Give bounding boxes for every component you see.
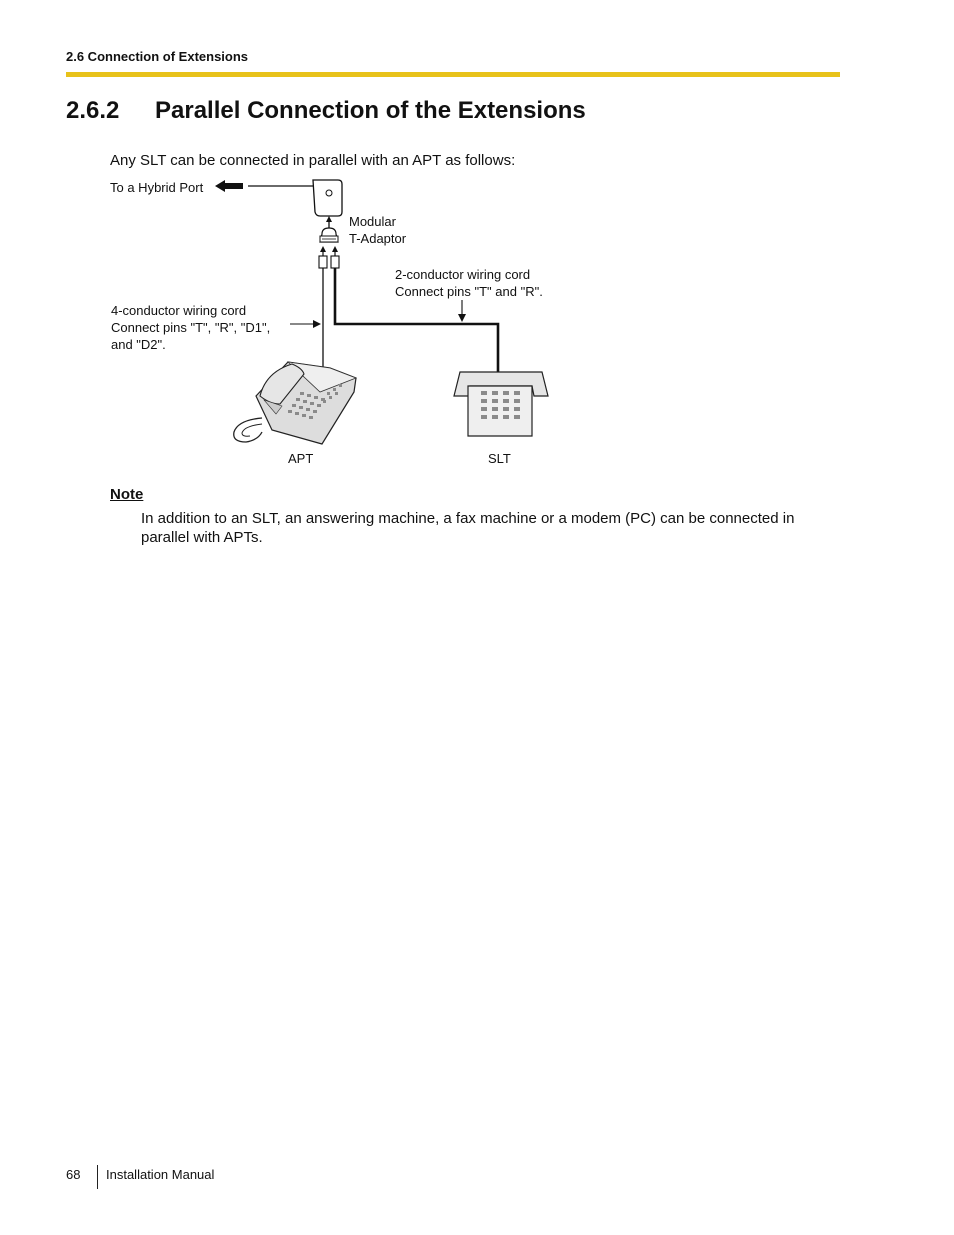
two-conductor-callout-arrow-icon: [458, 300, 466, 322]
cord-plugs-icon: [319, 256, 339, 268]
four-conductor-label-line1: 4-conductor wiring cord: [111, 303, 247, 318]
footer-page-number: 68: [66, 1167, 81, 1182]
note-body: In addition to an SLT, an answering machine, a fax machine or a modem (PC) can be connected in parallel with APTs.: [141, 510, 795, 546]
footer-divider: [97, 1165, 98, 1189]
adaptor-label-line2: T-Adaptor: [349, 231, 407, 246]
section-header: 2.6 Connection of Extensions: [66, 49, 249, 64]
slt-label: SLT: [488, 451, 511, 466]
t-adaptor-icon: [320, 228, 338, 242]
apt-label: APT: [288, 451, 314, 466]
plug-arrow-icon: [326, 216, 332, 228]
slt-phone-icon: [454, 372, 548, 436]
note-heading: Note: [110, 486, 144, 503]
four-conductor-label-line2: Connect pins "T", "R", "D1",: [111, 320, 271, 335]
section-number: 2.6.2: [66, 97, 120, 124]
hybrid-port-label: To a Hybrid Port: [110, 180, 204, 195]
wall-jack-icon: [313, 180, 342, 216]
hybrid-port-arrow-icon: [215, 180, 243, 192]
adaptor-label-line1: Modular: [349, 214, 396, 229]
two-conductor-label-line2: Connect pins "T" and "R".: [395, 284, 543, 299]
connection-diagram: [0, 0, 954, 480]
adaptor-input-arrows-icon: [320, 246, 338, 256]
section-title-text: Parallel Connection of the Extensions: [155, 97, 586, 124]
apt-phone-icon: [234, 362, 356, 444]
four-conductor-callout-arrow-icon: [290, 320, 321, 328]
four-conductor-label-line3: and "D2".: [111, 337, 166, 352]
intro-paragraph: Any SLT can be connected in parallel with an APT as follows:: [110, 152, 516, 169]
footer-document-title: Installation Manual: [106, 1167, 215, 1182]
two-conductor-label-line1: 2-conductor wiring cord: [395, 267, 531, 282]
